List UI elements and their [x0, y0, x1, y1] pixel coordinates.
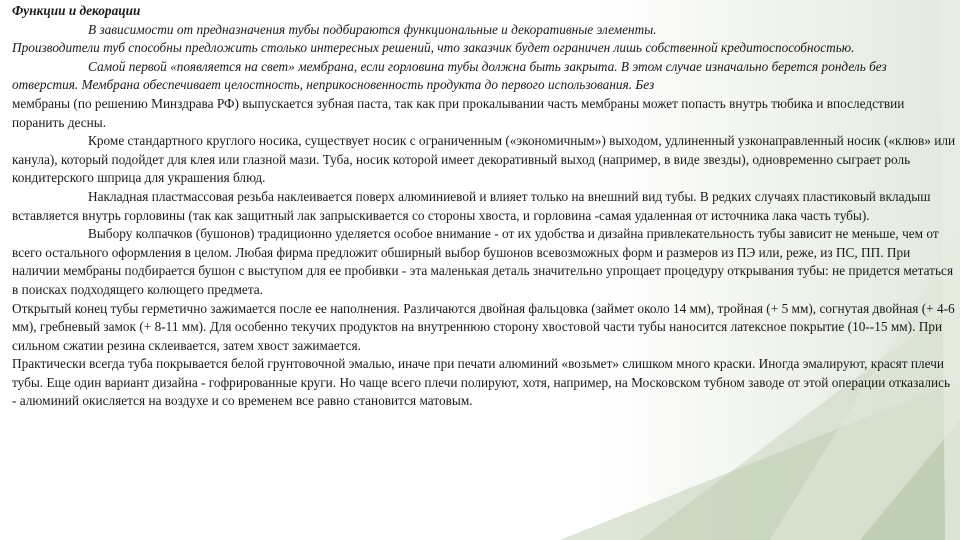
paragraph-coating: Практически всегда туба покрывается белой грунтовочной эмалью, иначе при печати алюминий «возьмет» слишком много краски. Иногда эмалируют, красят плечи тубы. Еще один вариант дизайна - гофрированные круги. Но чаще всего плечи полируют, хотя, например, на Московском тубном заводе от этой операции отказались - алюминий окисляется на воздухе и со временем все равно становится матовым. — [12, 356, 951, 409]
paragraph-thread: Накладная пластмассовая резьба наклеивается поверх алюминиевой и влияет только на внешний вид тубы. В редких случаях пластиковый вкладыш вставляется внутрь горловины (так как защитный лак запрыскивается со стороны хвоста, и горловина -самая удаленная от источника лака часть тубы). — [12, 188, 931, 223]
document-body — [12, 2, 956, 411]
document-title: Функции и декорации — [12, 3, 141, 18]
paragraph-manufacturers: Производители туб способны предложить столько интересных решений, что заказчик будет ограничен лишь собственной кредитоспособностью. — [12, 40, 855, 56]
paragraph-membrane-continued: мембраны (по решению Минздрава РФ) выпускается зубная паста, так как при прокалывании часть мембраны может попасть внутрь тюбика и впоследствии поранить десны. — [12, 95, 905, 130]
paragraph-nozzle: Кроме стандартного круглого носика, существует носик с ограниченным («экономичным») выходом, удлиненный узконаправленный носик («клюв» или канула), который подойдет для клея или глазной мази. Туба, носик которой имеет декоративный выход (например, в виде звезды), одновременно сыграет роль кондитерского шприца для украшения блюд. — [12, 133, 956, 186]
paragraph-sealing: Открытый конец тубы герметично зажимается после ее наполнения. Различаются двойная фальцовка (займет около 14 мм), тройная (+ 5 мм), согнутая двойная (+ 4-6 мм), гребневый замок (+ 8-11 мм). Для особенно текучих продуктов на внутреннюю сторону хвостовой части тубы наносится латексное покрытие (10--15 мм). При сильном сжатии резина склеивается, затем хвост зажимается. — [12, 300, 955, 353]
paragraph-caps: Выбору колпачков (бушонов) традиционно уделяется особое внимание - от их удобства и дизайна привлекательность тубы зависит не меньше, чем от всего остального оформления в целом. Любая фирма предложит обширный выбор бушонов всевозможных форм и размеров из ПЭ или, реже, из ПС, ПП. При наличии мембраны подбирается бушон с выступом для ее пробивки - эта маленькая деталь значительно упрощает процедуру открывания тубы: не придется метаться в поисках подходящего колющего предмета. — [12, 226, 954, 297]
paragraph-membrane: Самой первой «появляется на свет» мембрана, если горловина тубы должна быть закрыта. В этом случае изначально берется рондель без отверстия. Мембрана обеспечивает целостность, неприкосновенность продукта до первого использования. Без — [12, 58, 887, 93]
paragraph-intro: В зависимости от предназначения тубы подбираются функциональные и декоративные элементы. — [88, 21, 657, 37]
